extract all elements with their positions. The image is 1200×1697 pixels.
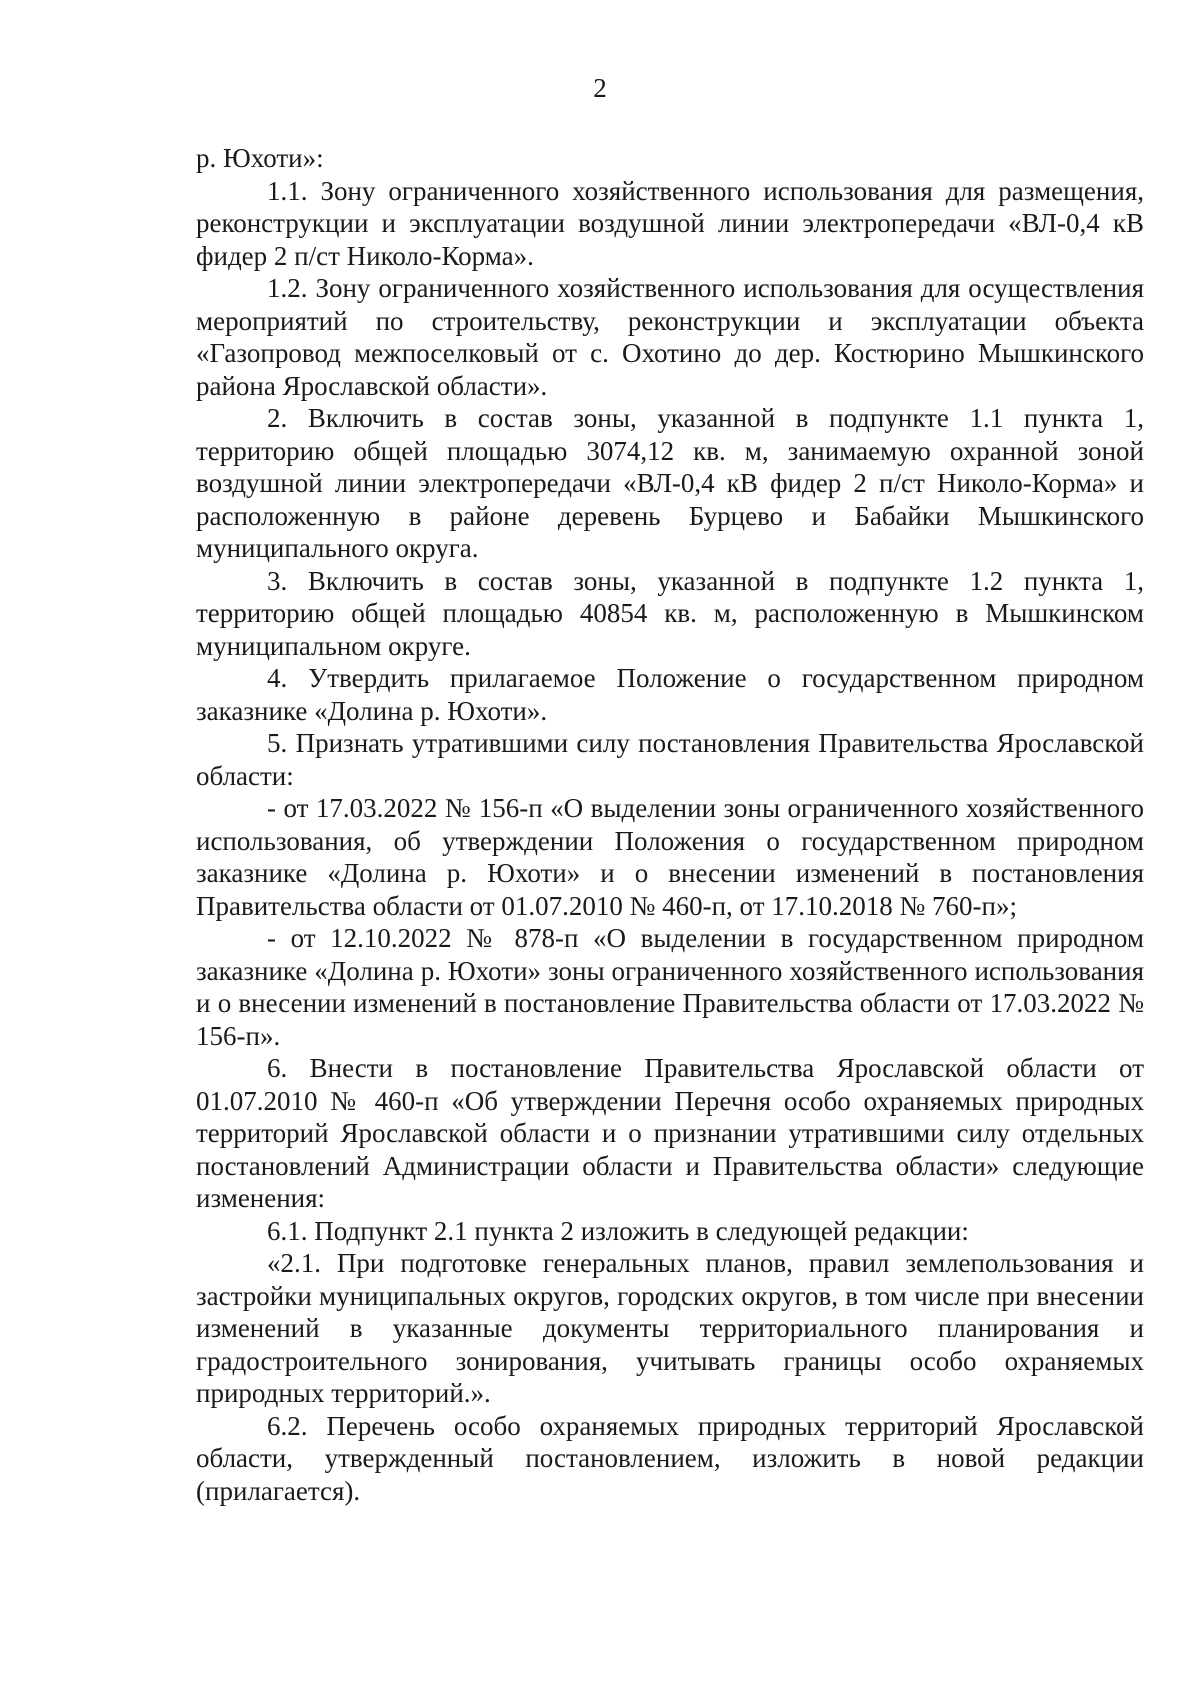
paragraph: 2. Включить в состав зоны, указанной в подпункте 1.1 пункта 1, территорию общей площадью 3074,12 кв. м, занимаемую охранной зоной воздушной линии электропередачи «ВЛ-0,4 кВ фидер 2 п/ст Николо-Корма» и расположенную в районе деревень Бурцево и Бабайки Мышкинского муниципального округа. [196, 403, 1144, 563]
paragraph: 6.1. Подпункт 2.1 пункта 2 изложить в следующей редакции: [267, 1215, 969, 1246]
paragraph: 3. Включить в состав зоны, указанной в подпункте 1.2 пункта 1, территорию общей площадью 40854 кв. м, расположенную в Мышкинском муниципальном округе. [196, 565, 1144, 661]
paragraph: 6.2. Перечень особо охраняемых природных территорий Ярославской области, утвержденный постановлением, изложить в новой редакции (прилагается). [196, 1410, 1144, 1506]
paragraph: р. Юхоти»: [196, 143, 324, 173]
paragraph: 4. Утвердить прилагаемое Положение о государственном природном заказнике «Долина р. Юхоти». [196, 663, 1144, 726]
paragraph: 1.2. Зону ограниченного хозяйственного использования для осуществления мероприятий по строительству, реконструкции и эксплуатации объекта «Газопровод межпоселковый от с. Охотино до дер. Костюрино Мышкинского района Ярославской области». [196, 273, 1144, 401]
paragraph: 5. Признать утратившими силу постановления Правительства Ярославской области: [196, 728, 1144, 791]
paragraph: 1.1. Зону ограниченного хозяйственного использования для размещения, реконструкции и эксплуатации воздушной линии электропередачи «ВЛ-0,4 кВ фидер 2 п/ст Николо-Корма». [196, 175, 1144, 271]
paragraph: - от 17.03.2022 № 156-п «О выделении зоны ограниченного хозяйственного использования, об утверждении Положения о государственном природном заказнике «Долина р. Юхоти» и о внесении изменений в постановления Правительства области от 01.07.2010 № 460-п, от 17.10.2018 № 760-п»; [196, 793, 1144, 921]
document-body [196, 142, 1144, 1507]
paragraph: «2.1. При подготовке генеральных планов, правил землепользования и застройки муниципальных округов, городских округов, в том числе при внесении изменений в указанные документы территориального планирования и градостроительного зонирования, учитывать границы особо охраняемых природных территорий.». [196, 1248, 1144, 1408]
paragraph: 6. Внести в постановление Правительства Ярославской области от 01.07.2010 № 460-п «Об утверждении Перечня особо охраняемых природных территорий Ярославской области и о признании утратившими силу отдельных постановлений Администрации области и Правительства области» следующие изменения: [196, 1053, 1144, 1213]
paragraph: - от 12.10.2022 № 878-п «О выделении в государственном природном заказнике «Долина р. Юхоти» зоны ограниченного хозяйственного использования и о внесении изменений в постановление Правительства области от 17.03.2022 № 156-п». [196, 923, 1144, 1051]
page-number: 2 [593, 73, 607, 103]
